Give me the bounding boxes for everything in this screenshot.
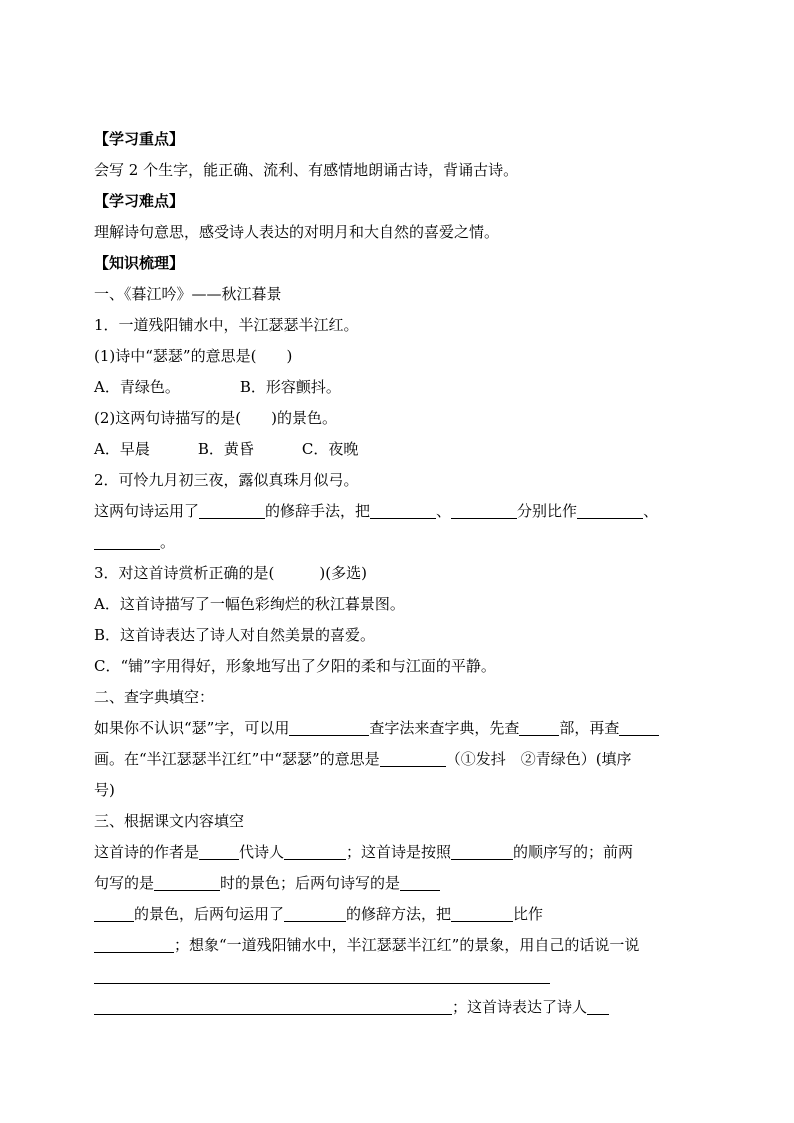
- section3-text: ；这首诗表达了诗人: [452, 998, 588, 1016]
- study-difficulty-text: 理解诗句意思，感受诗人表达的对明月和大自然的喜爱之情。: [94, 223, 500, 241]
- answer-blank[interactable]: [289, 719, 369, 736]
- knowledge-heading: 【知识梳理】: [94, 254, 185, 272]
- section2-line-2: [94, 748, 706, 779]
- answer-blank[interactable]: [370, 502, 436, 519]
- answer-blank-long[interactable]: [94, 967, 550, 984]
- answer-blank[interactable]: [94, 533, 160, 550]
- option-a: A．早晨: [94, 440, 150, 458]
- section3-line-6: [94, 996, 706, 1027]
- answer-blank[interactable]: [154, 874, 220, 891]
- section2-line-1: [94, 717, 706, 748]
- answer-blank[interactable]: [94, 936, 174, 953]
- section3-text: ；想象“一道残阳铺水中，半江瑟瑟半江红”的景象，用自己的话说一说: [174, 936, 640, 954]
- q2-text: 、: [436, 502, 452, 520]
- question-3-option-b: B．这首诗表达了诗人对自然美景的喜爱。: [94, 626, 376, 644]
- answer-blank[interactable]: [619, 719, 659, 736]
- section3-line-3: [94, 903, 706, 934]
- section2-line-3: 号): [94, 781, 115, 799]
- answer-blank[interactable]: [519, 719, 559, 736]
- option-c: C．夜晚: [301, 440, 359, 458]
- question-1: 1．一道残阳铺水中，半江瑟瑟半江红。: [94, 316, 359, 334]
- worksheet-page: [94, 128, 706, 1027]
- q2-text: 这两句诗运用了: [94, 502, 200, 520]
- section2-text: 画。在“半江瑟瑟半江红”中“瑟瑟”的意思是: [94, 750, 380, 768]
- question-2: 2．可怜九月初三夜，露似真珠月似弓。: [94, 471, 359, 489]
- section3-text: 时的景色；后两句诗写的是: [220, 874, 401, 892]
- question-1-sub-1-options: [94, 376, 706, 407]
- study-focus-heading: 【学习重点】: [94, 130, 185, 148]
- answer-blank[interactable]: [577, 502, 643, 519]
- section3-text: 这首诗的作者是: [94, 843, 200, 861]
- question-1-sub-2: (2)这两句诗描写的是( )的景色。: [94, 409, 337, 427]
- section3-text: 的顺序写的；前两: [513, 843, 634, 861]
- q2-text: 的修辞手法，把: [265, 502, 371, 520]
- answer-blank[interactable]: [451, 905, 513, 922]
- section3-text: 的修辞方法，把: [346, 905, 452, 923]
- answer-blank[interactable]: [199, 843, 239, 860]
- section1-title: 一、《暮江吟》——秋江暮景: [94, 285, 282, 303]
- answer-blank-long[interactable]: [94, 998, 452, 1015]
- section3-title: 三、根据课文内容填空: [94, 812, 245, 830]
- study-focus-text: 会写 2 个生字，能正确、流利、有感情地朗诵古诗，背诵古诗。: [94, 161, 519, 179]
- section3-text: 句写的是: [94, 874, 155, 892]
- q2-text: 分别比作: [517, 502, 578, 520]
- question-3-option-a: A．这首诗描写了一幅色彩绚烂的秋江暮景图。: [94, 595, 405, 613]
- section3-line-5: [94, 965, 706, 996]
- section3-text: ；这首诗是按照: [346, 843, 452, 861]
- section3-line-4: [94, 934, 706, 965]
- section2-text: 查字法来查字典，先查: [369, 719, 520, 737]
- option-b: B．黄昏: [197, 440, 254, 458]
- study-difficulty-heading: 【学习难点】: [94, 192, 185, 210]
- answer-blank[interactable]: [380, 750, 446, 767]
- question-1-sub-2-options: [94, 438, 706, 469]
- answer-blank[interactable]: [284, 843, 346, 860]
- section2-text: 部，再查: [559, 719, 620, 737]
- q2-text: 、: [643, 502, 659, 520]
- question-2-fill-cont: [94, 531, 706, 562]
- section2-text: （①发抖 ②青绿色）(填序: [445, 750, 632, 768]
- option-b: B．形容颤抖。: [239, 378, 341, 396]
- question-3: 3．对这首诗赏析正确的是( )(多选): [94, 564, 367, 582]
- answer-blank[interactable]: [284, 905, 346, 922]
- section2-text: 如果你不认识“瑟”字，可以用: [94, 719, 290, 737]
- option-a: A．青绿色。: [94, 378, 180, 396]
- answer-blank[interactable]: [400, 874, 440, 891]
- section3-line-2: [94, 872, 706, 903]
- question-1-sub-1: (1)诗中“瑟瑟”的意思是( ): [94, 347, 293, 365]
- answer-blank[interactable]: [199, 502, 265, 519]
- answer-blank[interactable]: [94, 905, 134, 922]
- answer-blank[interactable]: [587, 998, 609, 1015]
- answer-blank[interactable]: [451, 843, 513, 860]
- section2-title: 二、查字典填空：: [94, 688, 215, 706]
- answer-blank[interactable]: [451, 502, 517, 519]
- section3-text: 比作: [513, 905, 544, 923]
- section3-line-1: [94, 841, 706, 872]
- section3-text: 的景色，后两句运用了: [134, 905, 285, 923]
- question-2-fill: [94, 500, 706, 531]
- q2-text: 。: [160, 533, 176, 551]
- question-3-option-c: C．“铺”字用得好，形象地写出了夕阳的柔和与江面的平静。: [94, 657, 496, 675]
- section3-text: 代诗人: [239, 843, 285, 861]
